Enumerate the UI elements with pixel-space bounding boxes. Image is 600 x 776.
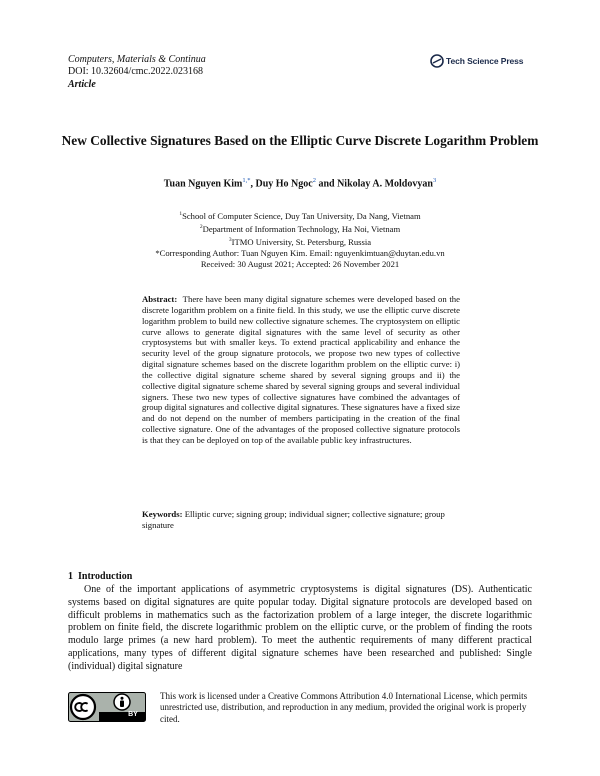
author-list	[60, 177, 540, 189]
affil-text: School of Computer Science, Duy Tan University, Da Nang, Vietnam	[182, 210, 421, 221]
keywords-label: Keywords:	[142, 509, 183, 519]
section-heading	[68, 571, 132, 582]
doi: DOI: 10.32604/cmc.2022.023168	[68, 66, 203, 77]
cc-by-label: BY	[128, 711, 138, 718]
corresponding-author: *Corresponding Author: Tuan Nguyen Kim. Email: nguyenkimtuan@duytan.edu.vn	[155, 247, 445, 258]
author-name: Nikolay A. Moldovyan	[337, 178, 433, 190]
affiliations	[60, 209, 540, 270]
section-title: Introduction	[78, 571, 133, 582]
keywords-text: Elliptic curve; signing group; individual signer; collective signature; group signature	[142, 509, 445, 530]
journal-name: Computers, Materials & Continua	[68, 54, 206, 65]
author-separator: and	[315, 178, 338, 190]
affiliation-line	[60, 235, 540, 248]
author-name: Tuan Nguyen Kim	[163, 178, 243, 190]
abstract-text: There have been many digital signature schemes were developed based on the discrete logarithm problem on a finite field. In this study, we use the elliptic curve discrete logarithm problem to build new collective signature schemes. The cryptosystem on elliptic curve allows to generate digital signatures with the same level of security as other cryptosystems but with smaller keys. To extend practical applicability and enhance the security level of the group signature protocols, we propose two new types of collective digital signature schemes based on the discrete logarithm problem on the elliptic curve: i) the collective digital signature scheme shared by several signing groups and ii) the collective digital signature scheme shared by several signing groups and several individual signers. These two new types of collective signatures have combined the advantages of group digital signatures and collective digital signatures. These signatures have a fixed size and do not depend on the number of members participating in the creation of the final collective signature. One of the advantages of the proposed collective signature protocols is that they can be deployed on top of the available public key infrastructures.	[142, 294, 460, 445]
affil-text: Department of Information Technology, Ha Noi, Vietnam	[202, 223, 401, 234]
article-type: Article	[68, 79, 96, 90]
author-affil-mark[interactable]: 2	[312, 177, 316, 184]
affil-mark: 1	[179, 211, 183, 217]
affil-mark: 3	[228, 236, 232, 243]
abstract-label: Abstract:	[142, 294, 178, 304]
abstract	[142, 294, 460, 446]
publisher-icon	[430, 54, 444, 68]
affil-text: ITMO University, St. Petersburg, Russia	[231, 236, 372, 247]
keywords	[142, 509, 460, 531]
author-affil-mark[interactable]: 1,*	[242, 177, 251, 184]
license-text: This work is licensed under a Creative Commons Attribution 4.0 International License, which permits unrestricted use, distribution, and reproduction in any medium, provided the original work is properly cited.	[160, 691, 528, 724]
paper-title: New Collective Signatures Based on the Elliptic Curve Discrete Logarithm Problem	[61, 133, 539, 148]
affiliation-line	[60, 209, 540, 222]
affiliation-line	[60, 222, 540, 235]
introduction-paragraph: One of the important applications of asymmetric cryptosystems is digital signatures (DS). Authenticatic systems based on digital signatures are quite popular today. Digital signature protocols are developed based on difficult problems in mathematics such as the factorization problem of a large integer, the discrete logarithmic problem on finite field, the discrete logarithmic problem on the elliptic curve, or the problem of finding the roots modulo large primes (a new hard problem). To meet the authentic requirements of many different practical applications, many types of different digital signature schemes have been researched and published: Single (individual) digital signature	[68, 584, 532, 672]
publisher-name: Tech Science Press	[446, 56, 524, 66]
author-separator: ,	[250, 178, 256, 190]
publisher-logo	[430, 53, 536, 69]
author-name: Duy Ho Ngoc	[255, 178, 313, 190]
received-dates: Received: 30 August 2021; Accepted: 26 November 2021	[200, 258, 400, 269]
section-number: 1	[68, 571, 73, 582]
affil-mark: 2	[199, 223, 203, 230]
author-affil-mark[interactable]: 3	[432, 177, 437, 184]
